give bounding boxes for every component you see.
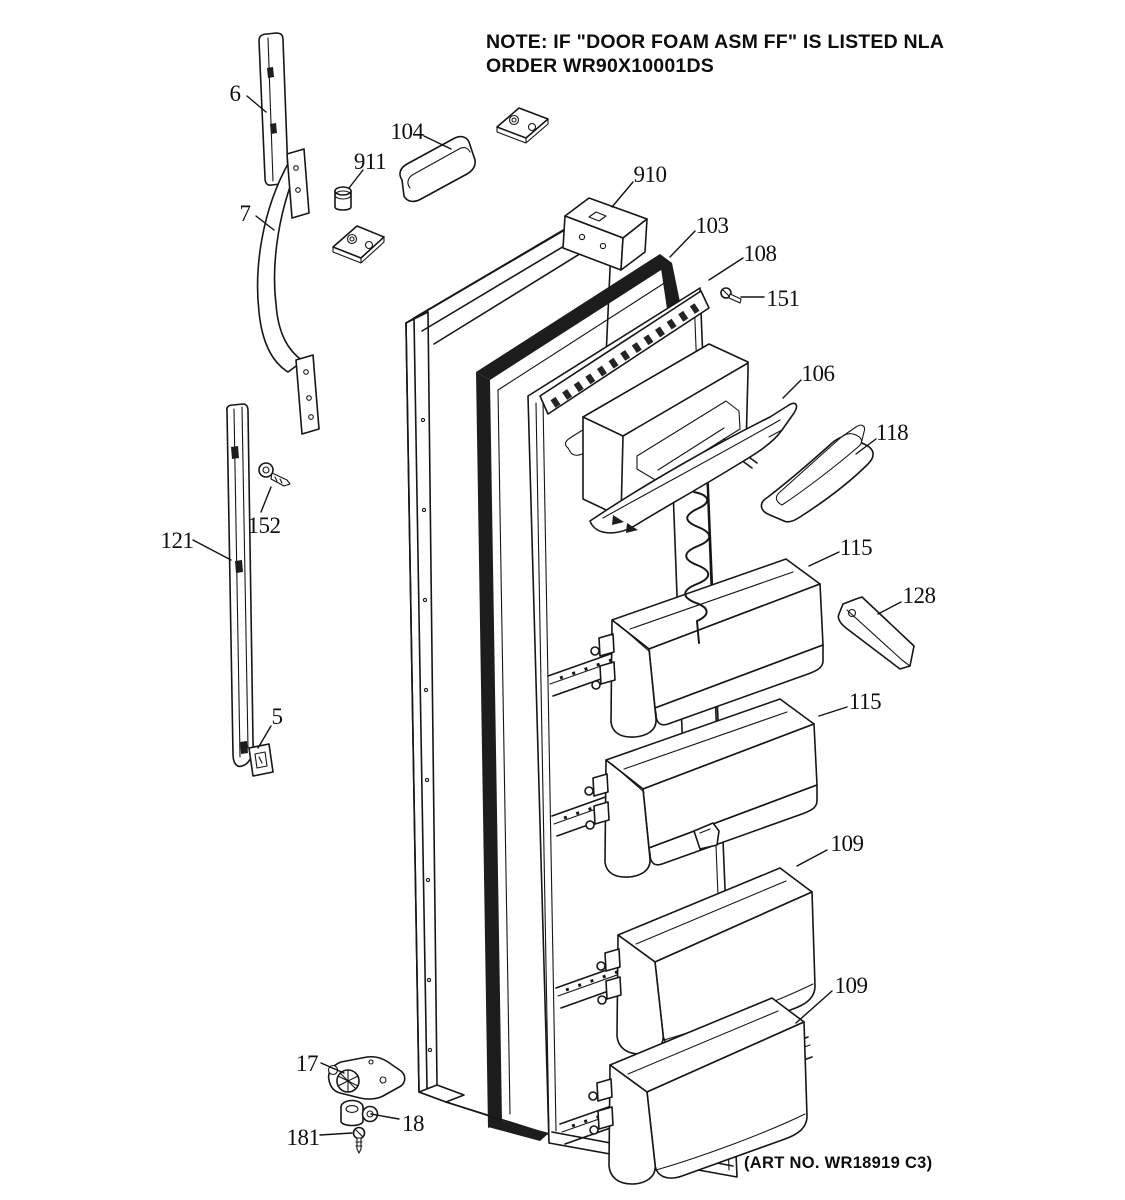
callout-17-label: 17: [296, 1051, 318, 1076]
gasket-screw-151: [721, 288, 741, 303]
callout-115b-leader: [819, 707, 847, 716]
nla-note: [486, 30, 944, 78]
callout-106-label: 106: [801, 361, 835, 386]
callout-128-leader: [878, 602, 901, 614]
callout-181-leader: [320, 1133, 352, 1135]
art-number: (ART NO. WR18919 C3): [744, 1154, 933, 1172]
callout-104-label: 104: [390, 119, 424, 144]
mounting-plate-top: [497, 108, 548, 143]
mounting-plate-bottom: [333, 226, 384, 263]
callout-910-label: 910: [633, 162, 667, 187]
door-handle: [258, 149, 319, 434]
callout-115b-label: 115: [848, 689, 882, 714]
callout-108-leader: [709, 258, 743, 280]
callout-109a-label: 109: [830, 831, 864, 856]
snack-tray: [761, 425, 873, 522]
hinge-plate: [329, 1057, 405, 1099]
callout-108-label: 108: [743, 241, 777, 266]
callout-910-leader: [612, 182, 633, 207]
callout-152-label: 152: [247, 513, 281, 538]
nla-note-line1: NOTE: IF "DOOR FOAM ASM FF" IS LISTED NLA: [486, 31, 945, 53]
callout-6-label: 6: [229, 81, 241, 106]
callout-181-label: 181: [286, 1125, 320, 1150]
callout-121-leader: [193, 540, 231, 560]
callout-5-label: 5: [271, 704, 283, 729]
callout-103-leader: [670, 231, 695, 257]
plug-button: [335, 187, 351, 210]
callout-911-label: 911: [353, 149, 387, 174]
callout-118-label: 118: [875, 420, 909, 445]
callout-18-label: 18: [402, 1111, 424, 1136]
callout-115a-label: 115: [839, 535, 873, 560]
callout-151-label: 151: [766, 286, 800, 311]
hinge-bushing: [341, 1101, 378, 1126]
lower-trim-strip: [227, 404, 253, 766]
callout-128-label: 128: [902, 583, 936, 608]
callout-115a-leader: [809, 552, 839, 566]
trim-clip: [249, 744, 273, 776]
nla-note-line2: ORDER WR90X10001DS: [486, 55, 714, 77]
callout-152-leader: [261, 487, 271, 512]
handle-end-cap: [400, 137, 475, 202]
callout-103-label: 103: [695, 213, 729, 238]
callout-106-leader: [783, 380, 801, 398]
callout-7-label: 7: [239, 201, 251, 226]
hinge-screw: [354, 1128, 365, 1154]
callout-109a-leader: [797, 850, 827, 866]
callout-121-label: 121: [160, 528, 194, 553]
handle-screw-152: [259, 463, 290, 486]
callout-109b-label: 109: [834, 973, 868, 998]
